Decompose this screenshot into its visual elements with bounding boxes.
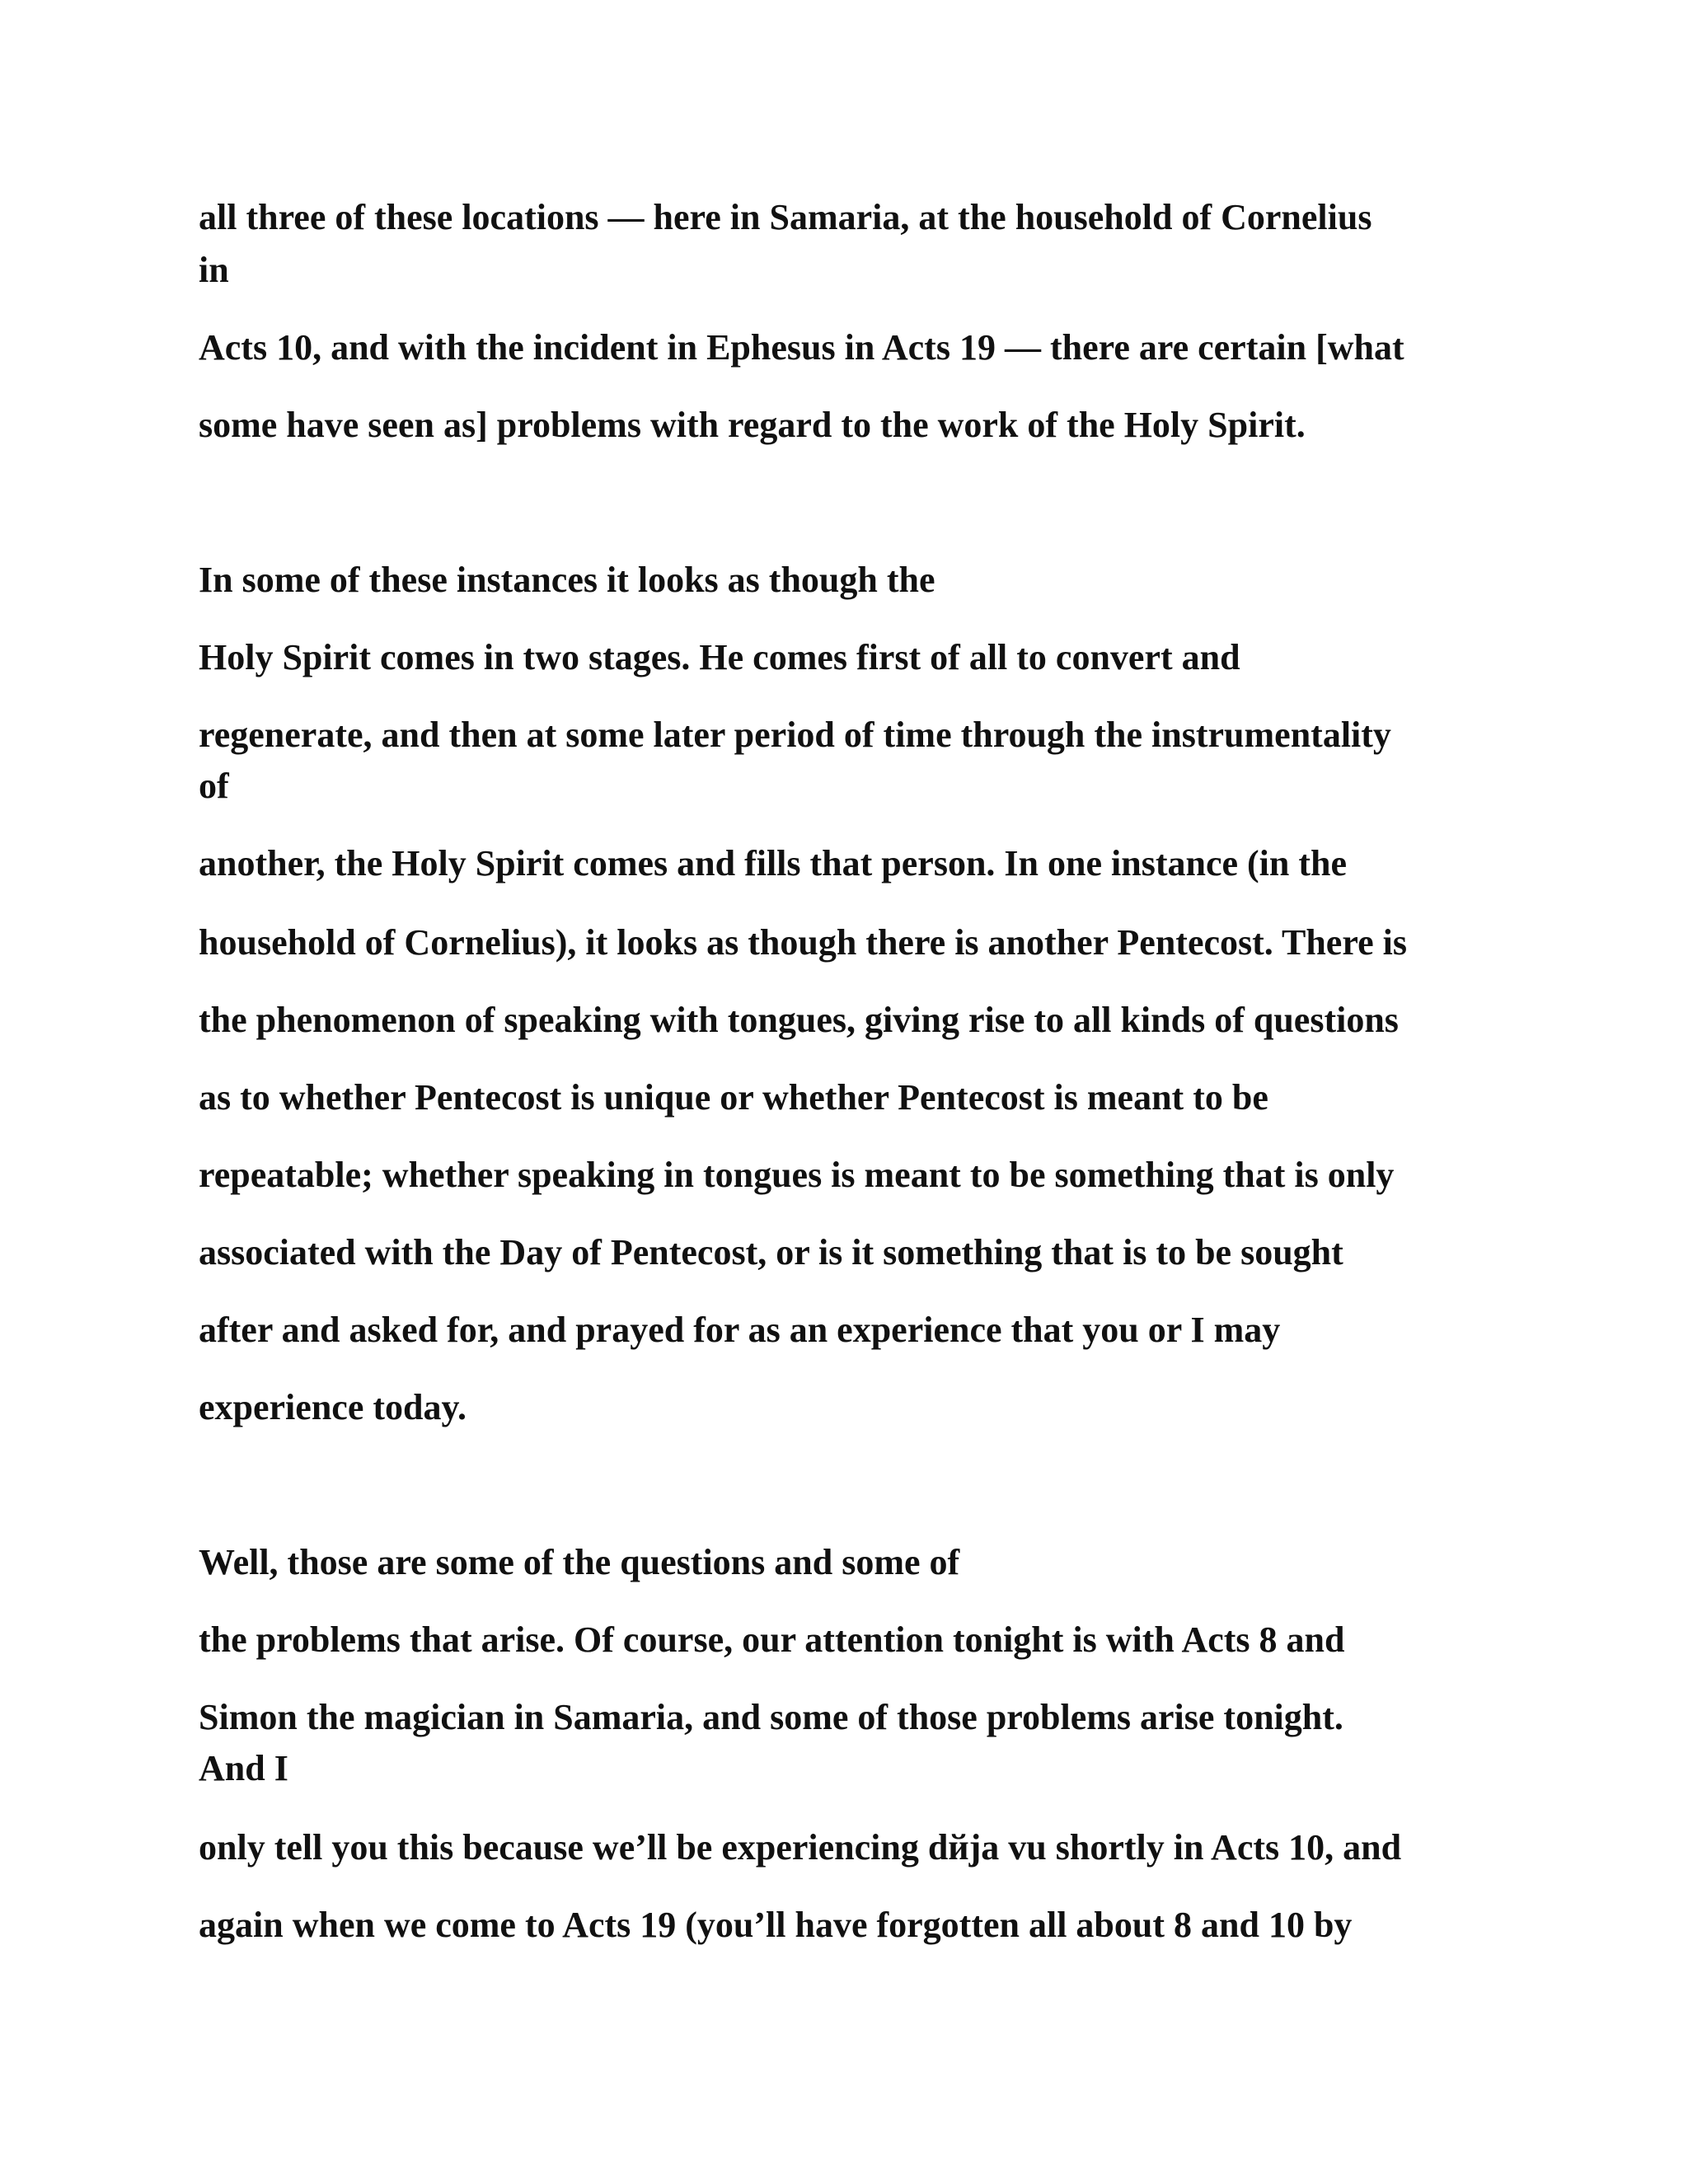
text-line: And I — [199, 1748, 288, 1788]
text-line: Acts 10, and with the incident in Ephesus in Acts 19 — there are certain [what — [199, 327, 1404, 368]
text-line: in — [199, 250, 229, 290]
text-line: regenerate, and then at some later period of time through the instrumentality — [199, 715, 1391, 755]
text-line: the problems that arise. Of course, our attention tonight is with Acts 8 and — [199, 1619, 1345, 1660]
text-line: In some of these instances it looks as though the — [199, 560, 935, 600]
text-line: only tell you this because we’ll be experiencing dйja vu shortly in Acts 10, and — [199, 1827, 1402, 1868]
text-line: another, the Holy Spirit comes and fills that person. In one instance (in the — [199, 843, 1348, 883]
text-line: Simon the magician in Samaria, and some of those problems arise tonight. — [199, 1697, 1343, 1737]
text-line: household of Cornelius), it looks as though there is another Pentecost. There is — [199, 922, 1407, 963]
text-line: repeatable; whether speaking in tongues is meant to be something that is only — [199, 1155, 1395, 1195]
text-line: some have seen as] problems with regard to the work of the Holy Spirit. — [199, 405, 1306, 445]
text-line: as to whether Pentecost is unique or whether Pentecost is meant to be — [199, 1077, 1268, 1118]
text-line: experience today. — [199, 1387, 467, 1427]
text-line: Holy Spirit comes in two stages. He comes first of all to convert and — [199, 637, 1240, 677]
text-line: after and asked for, and prayed for as an experience that you or I may — [199, 1310, 1281, 1350]
text-line: the phenomenon of speaking with tongues, giving rise to all kinds of questions — [199, 1000, 1399, 1040]
text-line: again when we come to Acts 19 (you’ll have forgotten all about 8 and 10 by — [199, 1905, 1353, 1945]
text-line: of — [199, 766, 229, 806]
text-line: Well, those are some of the questions and some of — [199, 1542, 960, 1582]
text-line: all three of these locations — here in Samaria, at the household of Cornelius — [199, 197, 1372, 237]
text-line: associated with the Day of Pentecost, or is it something that is to be sought — [199, 1232, 1343, 1272]
